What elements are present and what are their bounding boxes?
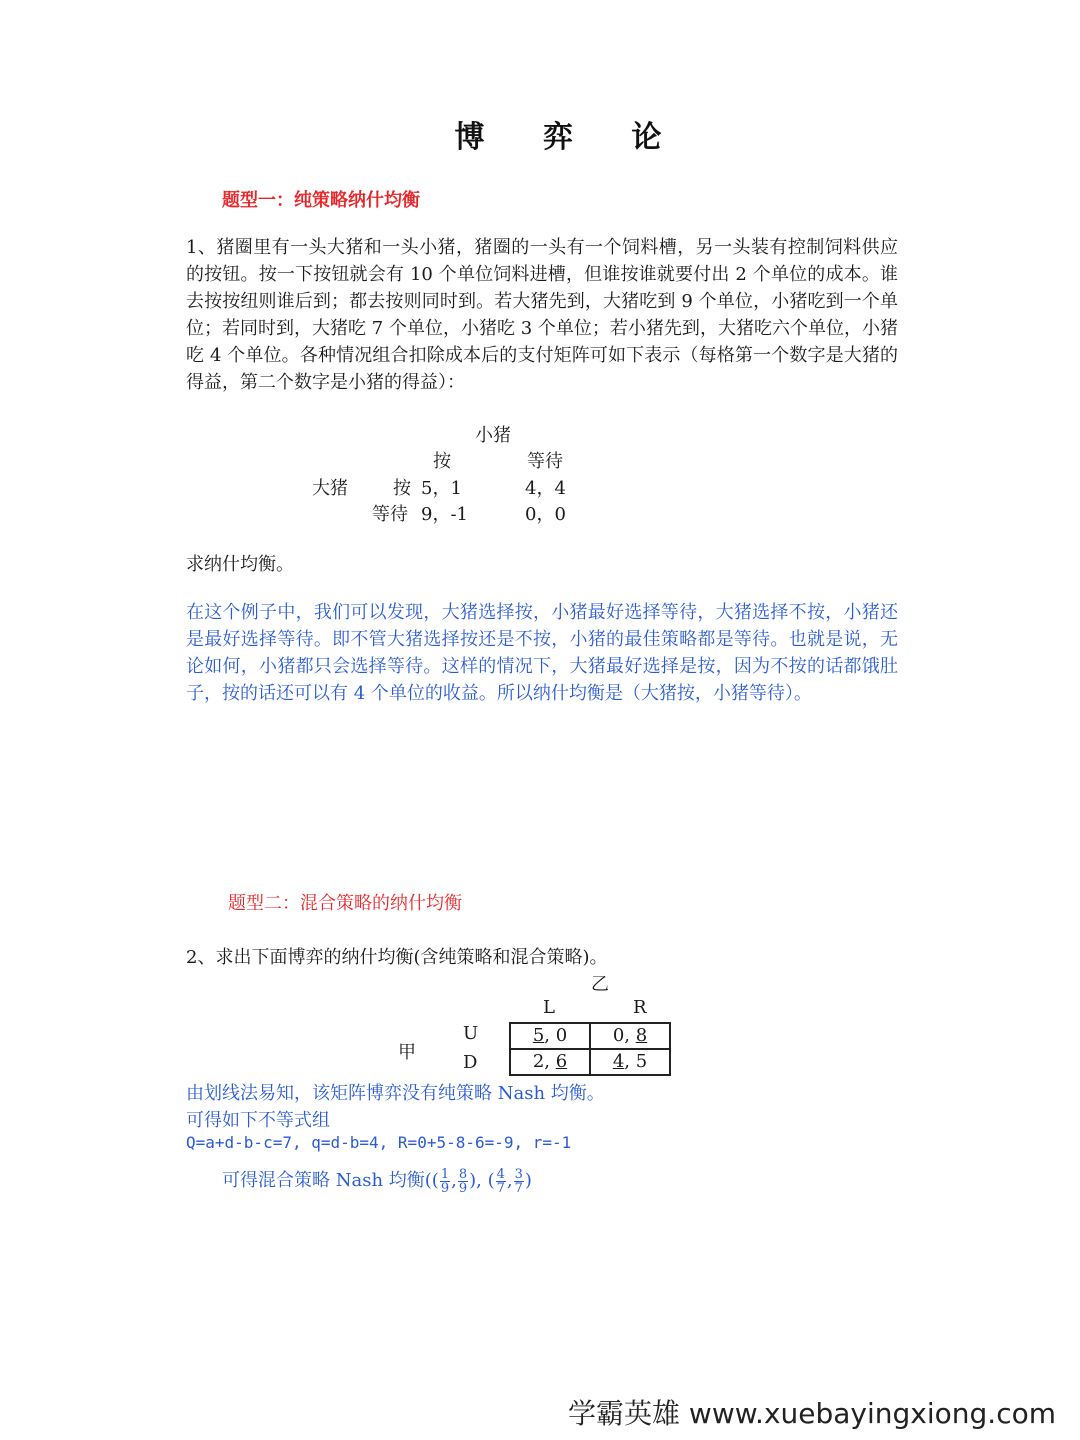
page-title: 博 弈 论 — [454, 120, 686, 155]
row-player-label: 大猪 — [312, 478, 348, 499]
payoff-cell: 5，1 — [421, 478, 462, 499]
section2-answer-line2: 可得如下不等式组 — [186, 1110, 330, 1131]
section1-ask: 求纳什均衡。 — [186, 554, 294, 575]
col-strategy-press: 按 — [433, 451, 451, 472]
row-player-label: 甲 — [398, 1042, 416, 1063]
section2-answer-line4: 可得混合策略 Nash 均衡(( $\frac{1}{9}$ , $\frac{8}{9}$ ), ( $\frac{4}{7}$ , $\frac{3}{7}$ ) — [222, 1166, 532, 1196]
section2-heading: 题型二：混合策略的纳什均衡 — [228, 893, 462, 914]
section1-answer: 在这个例子中，我们可以发现，大猪选择按，小猪最好选择等待，大猪选择不按，小猪还是最好选择等待。即不管大猪选择按还是不按，小猪的最佳策略都是等待。也就是说，无论如何，小猪都只会选择等待。这样的情况下，大猪最好选择是按，因为不按的话都饿肚子，按的话还可以有 4 个单位的收益。所以纳什均衡是（大猪按，小猪等待）。 — [186, 602, 898, 704]
row-strategy-press: 按 — [393, 478, 411, 499]
col-strategy-wait: 等待 — [527, 451, 563, 472]
payoff-cell: 9，-1 — [421, 504, 468, 525]
fraction: $\frac{4}{7}$ — [496, 1166, 505, 1196]
payoff-cell: 0, 8 — [590, 1023, 670, 1049]
fraction: $\frac{8}{9}$ — [458, 1166, 468, 1196]
payoff-cell: 5, 0 — [510, 1023, 590, 1049]
fraction: $\frac{3}{7}$ — [514, 1166, 523, 1196]
payoff-cell: 0，0 — [525, 504, 566, 525]
row-strategy-u: U — [463, 1023, 479, 1044]
col-strategy-l: L — [543, 997, 555, 1018]
col-player-label: 小猪 — [475, 425, 511, 446]
col-player-label: 乙 — [591, 974, 609, 995]
section2-question: 2、求出下面博弈的纳什均衡(含纯策略和混合策略)。 — [186, 947, 608, 968]
payoff-cell: 2, 6 — [510, 1049, 590, 1075]
row-strategy-wait: 等待 — [372, 504, 408, 525]
col-strategy-r: R — [633, 997, 647, 1018]
section1-question: 1、猪圈里有一头大猪和一头小猪，猪圈的一头有一个饲料槽，另一头装有控制饲料供应的按钮。按一下按钮就会有 10 个单位饲料进槽，但谁按谁就要付出 2 个单位的成本。谁去按按纽则谁后到；都去按则同时到。若大猪先到，大猪吃到 9 个单位，小猪吃到一个单位；若同时到，大猪吃 7 个单位，小猪吃 3 个单位；若小猪先到，大猪吃六个单位，小猪吃 4 个单位。各种情况组合扣除成本后的支付矩阵可如下表示（每格第一个数字是大猪的得益，第二个数字是小猪的得益）： — [186, 237, 898, 393]
section2-answer-line1: 由划线法易知，该矩阵博弈没有纯策略 Nash 均衡。 — [186, 1083, 605, 1104]
payoff-cell: 4，4 — [525, 478, 566, 499]
payoff-grid — [509, 1022, 671, 1076]
watermark: 学霸英雄 www.xuebayingxiong.com — [568, 1397, 1056, 1430]
row-strategy-d: D — [463, 1052, 478, 1073]
section1-heading: 题型一：纯策略纳什均衡 — [222, 190, 420, 211]
fraction: $\frac{1}{9}$ — [440, 1166, 450, 1196]
payoff-cell: 4, 5 — [590, 1049, 670, 1075]
section2-answer-line3: Q=a+d-b-c=7, q=d-b=4, R=0+5-8-6=-9, r=-1 — [186, 1133, 572, 1152]
